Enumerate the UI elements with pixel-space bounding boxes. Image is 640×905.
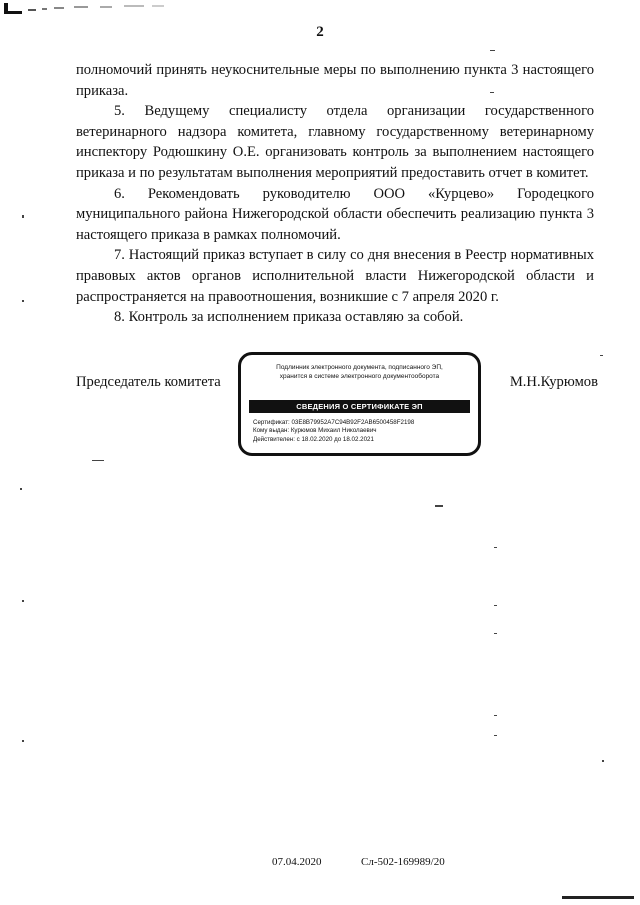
scan-speck (494, 735, 497, 736)
signatory-name: М.Н.Курюмов (509, 374, 598, 390)
scan-speck (490, 50, 495, 51)
electronic-signature-stamp (238, 352, 481, 456)
scan-speck (494, 715, 497, 716)
footer-date: 07.04.2020 (272, 856, 322, 868)
scan-speck (22, 215, 24, 218)
stamp-validity: Действителен: с 18.02.2020 до 18.02.2021 (253, 435, 374, 443)
scan-speck (92, 460, 104, 461)
scan-speck (494, 633, 497, 634)
paragraph-item-5: 5. Ведущему специалисту отдела организации государственного ветеринарного надзора комитета, главному государственному ветеринарному инспектору Родюшкину О.Е. организовать контроль за выполнением настоящего приказа и по результатам выполнения мероприятий предоставить отчет в комитет. (76, 103, 594, 181)
scan-speck (22, 600, 24, 602)
scan-artifact-bottom-right (562, 896, 634, 899)
scan-speck (490, 92, 494, 93)
stamp-notice-line-2: хранится в системе электронного документооборота (279, 373, 440, 380)
scan-speck (494, 547, 497, 548)
signatory-position: Председатель комитета (76, 374, 221, 390)
scan-speck (494, 605, 497, 606)
stamp-header: СВЕДЕНИЯ О СЕРТИФИКАТЕ ЭП (249, 400, 470, 413)
stamp-owner: Кому выдан: Курюмов Михаил Николаевич (253, 427, 377, 435)
paragraph-item-8: 8. Контроль за исполнением приказа оставляю за собой. (114, 309, 464, 326)
stamp-notice (241, 363, 478, 381)
scan-speck (22, 740, 24, 742)
paragraph-continuation: полномочий принять неукоснительные меры по выполнению пункта 3 настоящего приказа. (76, 62, 594, 99)
scan-speck (435, 505, 443, 507)
scan-speck (600, 355, 603, 356)
scan-speck (20, 488, 22, 490)
page-number: 2 (316, 24, 324, 40)
document-body (76, 60, 594, 328)
footer-registration-number: Сл-502-169989/20 (361, 856, 445, 868)
scan-speck (22, 300, 24, 302)
scan-artifact-top-left (4, 2, 169, 14)
stamp-certificate: Сертификат: 03E8B79952A7C94B92F2AB6500458F2198 (253, 419, 415, 426)
paragraph-item-6: 6. Рекомендовать руководителю ООО «Курцево» Городецкого муниципального района Нижегородской области обеспечить реализацию пункта 3 настоящего приказа в рамках полномочий. (76, 185, 594, 243)
scan-speck (602, 760, 604, 762)
stamp-notice-line-1: Подлинник электронного документа, подписанного ЭП, (276, 364, 443, 371)
paragraph-item-7: 7. Настоящий приказ вступает в силу со дня внесения в Реестр нормативных правовых актов органов исполнительной власти Нижегородской области и распространяется на правоотношения, возникшие с 7 апреля 2020 г. (76, 247, 594, 305)
stamp-details (253, 419, 414, 444)
